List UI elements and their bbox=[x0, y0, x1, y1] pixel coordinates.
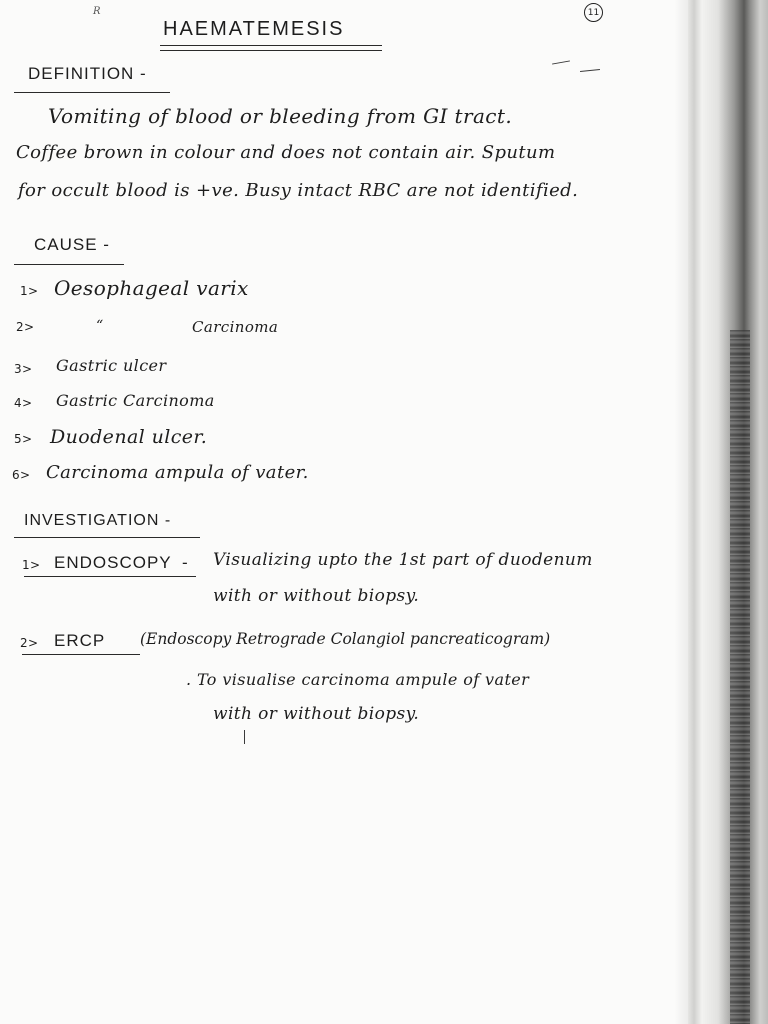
investigation-dash: - bbox=[182, 553, 189, 572]
cause-item: Oesophageal varix bbox=[54, 276, 249, 300]
definition-heading: DEFINITION - bbox=[28, 64, 147, 83]
binding-edge bbox=[730, 330, 750, 1024]
investigation-heading-underline bbox=[14, 537, 200, 538]
cause-heading: CAUSE - bbox=[34, 235, 110, 254]
definition-line: for occult blood is +ve. Busy intact RBC are not identified. bbox=[18, 180, 579, 201]
investigation-text: . To visualise carcinoma ampule of vater bbox=[186, 670, 530, 689]
cause-item: Carcinoma bbox=[192, 318, 279, 336]
list-number: 5> bbox=[14, 432, 33, 446]
cause-item: Gastric ulcer bbox=[56, 356, 167, 375]
page-number: 11 bbox=[584, 3, 603, 22]
pen-mark bbox=[244, 730, 245, 744]
cause-heading-underline bbox=[14, 264, 124, 265]
list-number: 3> bbox=[14, 362, 33, 376]
page-edge-shadow bbox=[688, 0, 768, 1024]
page-title: HAEMATEMESIS bbox=[163, 18, 345, 40]
investigation-label: ERCP bbox=[54, 631, 106, 650]
investigation-text: (Endoscopy Retrograde Colangiol pancreaticogram) bbox=[140, 630, 551, 648]
definition-line: Coffee brown in colour and does not contain air. Sputum bbox=[16, 142, 556, 163]
ditto-mark: “ bbox=[96, 318, 104, 334]
investigation-label-underline bbox=[24, 576, 196, 577]
list-number: 6> bbox=[12, 468, 31, 482]
list-number: 1> bbox=[22, 558, 41, 572]
investigation-label-underline bbox=[22, 654, 140, 655]
cause-item: Duodenal ulcer. bbox=[50, 426, 208, 448]
list-number: 2> bbox=[20, 636, 39, 650]
list-number: 4> bbox=[14, 396, 33, 410]
list-number: 1> bbox=[20, 284, 39, 298]
investigation-text: Visualizing upto the 1st part of duodenum bbox=[213, 550, 593, 570]
definition-line: Vomiting of blood or bleeding from GI tract. bbox=[48, 104, 513, 128]
stray-mark bbox=[580, 69, 600, 72]
list-number: 2> bbox=[16, 320, 35, 334]
investigation-text: with or without biopsy. bbox=[213, 704, 420, 724]
title-underline bbox=[160, 45, 382, 46]
investigation-text: with or without biopsy. bbox=[213, 586, 420, 606]
stray-mark bbox=[552, 60, 570, 64]
definition-heading-underline bbox=[14, 92, 170, 93]
investigation-label: ENDOSCOPY bbox=[54, 553, 172, 572]
cause-item: Gastric Carcinoma bbox=[56, 391, 215, 410]
corner-mark: R bbox=[93, 6, 101, 17]
title-double-underline bbox=[160, 50, 382, 51]
cause-item: Carcinoma ampula of vater. bbox=[46, 462, 309, 483]
investigation-heading: INVESTIGATION - bbox=[24, 512, 172, 529]
